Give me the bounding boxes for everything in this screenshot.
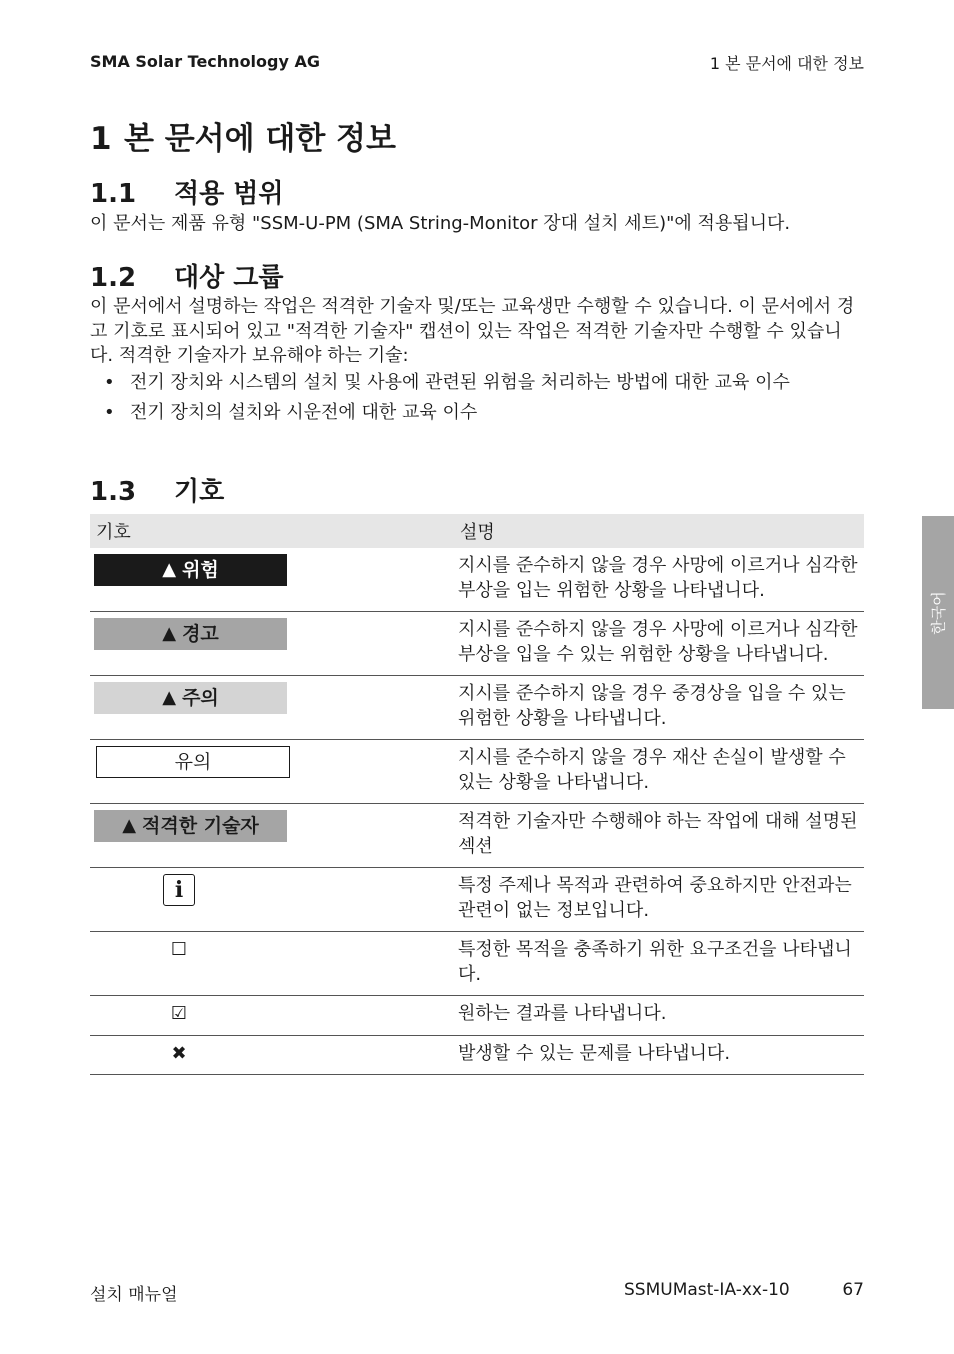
table-row — [90, 548, 864, 612]
row-description: 특정한 목적을 충족하기 위한 요구조건을 나타냅니다. — [454, 932, 864, 996]
section-number: 1.1 — [90, 179, 137, 209]
section-1-2-heading — [90, 257, 284, 294]
warning-triangle-icon: ▲ — [162, 558, 177, 580]
row-description: 지시를 준수하지 않을 경우 중경상을 입을 수 있는 위험한 상황을 나타냅니다. — [454, 676, 864, 740]
list-item: • 전기 장치와 시스템의 설치 및 사용에 관련된 위험을 처리하는 방법에 대한 교육 이수 — [104, 372, 790, 393]
section-number: 1.2 — [90, 263, 137, 293]
page-title-text: 본 문서에 대한 정보 — [124, 121, 396, 157]
warning-triangle-icon: ▲ — [162, 622, 177, 644]
danger-signal-word: ▲ 위험 — [94, 554, 287, 586]
list-item: • 전기 장치의 설치와 시운전에 대한 교육 이수 — [104, 401, 478, 423]
column-header-symbol: 기호 — [90, 514, 454, 548]
warning-triangle-icon: ▲ — [122, 814, 137, 836]
table-row — [90, 676, 864, 740]
footer-doc-code: SSMUMast-IA-xx-10 — [624, 1280, 790, 1300]
checkbox-checked-icon: ☑ — [170, 1003, 188, 1024]
row-description: 적격한 기술자만 수행해야 하는 작업에 대해 설명된 섹션 — [454, 804, 864, 868]
table-row — [90, 740, 864, 804]
section-1-1-heading — [90, 173, 284, 210]
caution-signal-word: ▲ 주의 — [94, 682, 287, 714]
row-description: 원하는 결과를 나타냅니다. — [454, 996, 864, 1036]
page-title — [90, 113, 396, 158]
section-title: 대상 그룹 — [174, 263, 284, 293]
header-section: 1 본 문서에 대한 정보 — [709, 54, 864, 73]
table-row — [90, 932, 864, 996]
table-row — [90, 1035, 864, 1075]
section-1-3-heading — [90, 471, 224, 508]
warning-triangle-icon: ▲ — [162, 686, 177, 708]
section-title: 적용 범위 — [174, 179, 284, 209]
row-description: 지시를 준수하지 않을 경우 재산 손실이 발생할 수 있는 상황을 나타냅니다. — [454, 740, 864, 804]
footer-manual: 설치 매뉴얼 — [90, 1285, 178, 1305]
row-description: 발생할 수 있는 문제를 나타냅니다. — [454, 1035, 864, 1075]
language-tab-label: 한국어 — [929, 590, 948, 635]
checkbox-icon: ☐ — [170, 939, 188, 960]
table-row — [90, 804, 864, 868]
section-title: 기호 — [174, 477, 225, 507]
warning-signal-word: ▲ 경고 — [94, 618, 287, 650]
cross-icon: ✖ — [171, 1042, 187, 1064]
symbols-table — [90, 514, 864, 1075]
row-description: 특정 주제나 목적과 관련하여 중요하지만 안전과는 관련이 없는 정보입니다. — [454, 868, 864, 932]
info-icon: i — [163, 874, 195, 906]
skills-list — [90, 371, 864, 430]
row-description: 지시를 준수하지 않을 경우 사망에 이르거나 심각한 부상을 입을 수 있는 위험한 상황을 나타냅니다. — [454, 612, 864, 676]
row-description: 지시를 준수하지 않을 경우 사망에 이르거나 심각한 부상을 입는 위험한 상황을 나타냅니다. — [454, 548, 864, 612]
table-row — [90, 868, 864, 932]
section-1-2-body: 이 문서에서 설명하는 작업은 적격한 기술자 및/또는 교육생만 수행할 수 있습니다. 이 문서에서 경고 기호로 표시되어 있고 "적격한 기술자" 캡션이 있는 작업은 적격한 기술자만 수행할 수 있습니다. 적격한 기술자가 보유해야 하는 기술: — [90, 296, 855, 366]
table-row — [90, 996, 864, 1036]
table-header-row — [90, 514, 864, 548]
section-number: 1.3 — [90, 477, 137, 507]
page-title-number: 1 — [90, 121, 112, 157]
column-header-description: 설명 — [454, 514, 864, 548]
table-row — [90, 612, 864, 676]
language-tab — [922, 516, 954, 709]
qualified-person-signal-word: ▲ 적격한 기술자 — [94, 810, 287, 842]
footer-page-number: 67 — [842, 1280, 864, 1300]
header-company: SMA Solar Technology AG — [90, 52, 320, 71]
section-1-1-body: 이 문서는 제품 유형 "SSM-U-PM (SMA String-Monitor 장대 설치 세트)"에 적용됩니다. — [90, 213, 791, 234]
notice-signal-word: 유의 — [96, 746, 290, 778]
